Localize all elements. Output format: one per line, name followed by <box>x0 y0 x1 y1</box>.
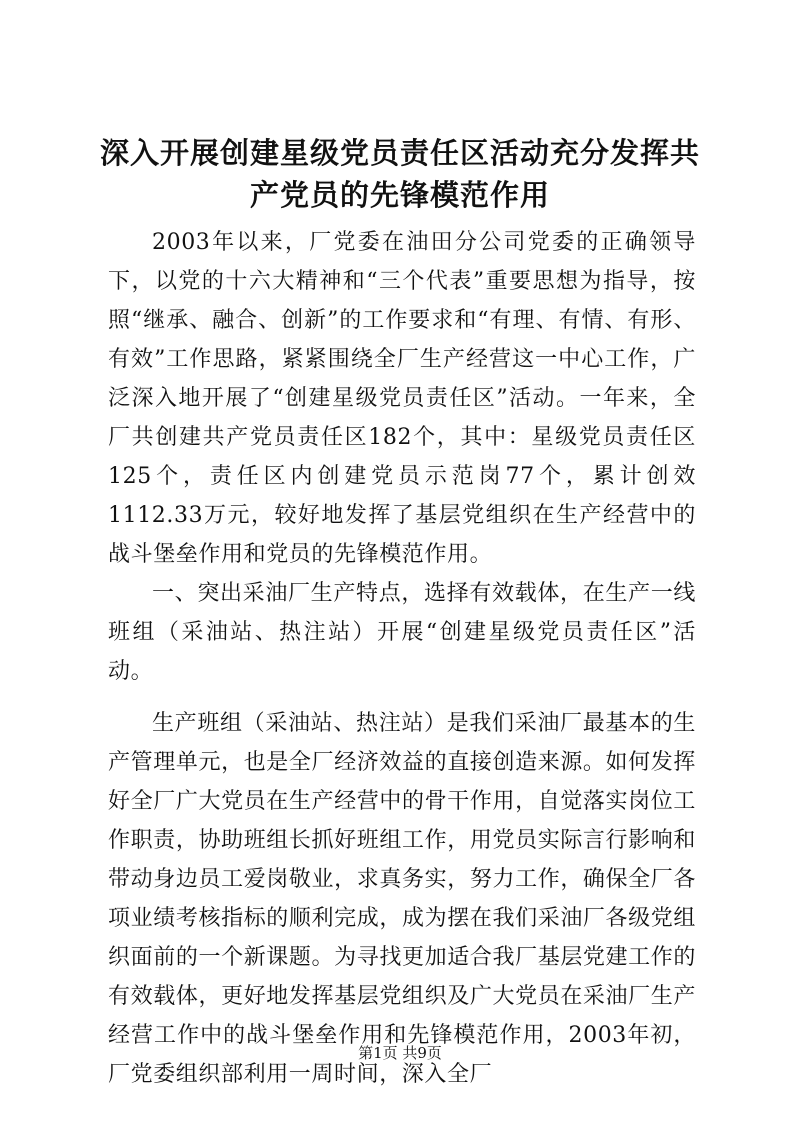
title-line-1: 深入开展创建星级党员责任区活动充分发挥共 <box>100 136 701 170</box>
document-title <box>100 132 700 216</box>
paragraph-section-heading: 一、突出采油厂生产特点，选择有效载体，在生产一线班组（采油站、热注站）开展“创建星级党员责任区”活动。 <box>108 581 696 684</box>
paragraph-intro: 2003年以来，厂党委在油田分公司党委的正确领导下，以党的十六大精神和“三个代表”重要思想为指导，按照“继承、融合、创新”的工作要求和“有理、有情、有形、有效”工作思路，紧紧围绕全厂生产经营这一中心工作，广泛深入地开展了“创建星级党员责任区”活动。一年来，全厂共创建共产党员责任区182个，其中：星级党员责任区125个，责任区内创建党员示范岗77个，累计创效1112.33万元，较好地发挥了基层党组织在生产经营中的战斗堡垒作用和党员的先锋模范作用。 <box>108 230 696 567</box>
paragraph-section-body: 生产班组（采油站、热注站）是我们采油厂最基本的生产管理单元，也是全厂经济效益的直接创造来源。如何发挥好全厂广大党员在生产经营中的骨干作用，自觉落实岗位工作职责，协助班组长抓好班组工作，用党员实际言行影响和带动身边员工爱岗敬业，求真务实，努力工作，确保全厂各项业绩考核指标的顺利完成，成为摆在我们采油厂各级党组织面前的一个新课题。为寻找更加适合我厂基层党建工作的有效载体，更好地发挥基层党组织及广大党员在采油厂生产经营工作中的战斗堡垒作用和先锋模范作用，2003年初，厂党委组织部利用一周时间，深入全厂 <box>108 711 696 1087</box>
title-line-2: 产党员的先锋模范作用 <box>249 178 550 212</box>
document-body <box>108 223 696 1094</box>
page-footer: 第1页 共9页 <box>358 1044 442 1062</box>
